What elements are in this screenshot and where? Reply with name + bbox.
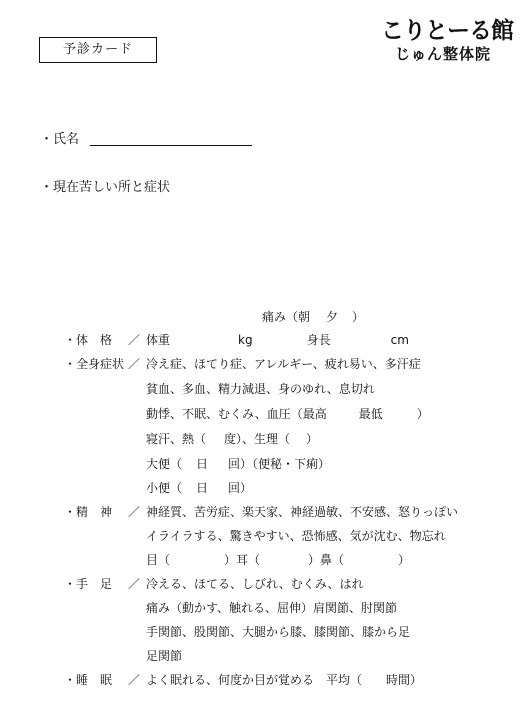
- general-section-label: ・全身症状: [64, 357, 125, 371]
- mental-section-label: ・精 神: [64, 505, 113, 519]
- limbs-line-2: 痛み（動かす、触れる、屈伸）肩関節、肘関節: [146, 601, 398, 615]
- menstruation-label: 度）、生理（: [224, 432, 291, 446]
- sleep-hours: 時間）: [386, 673, 423, 687]
- pain-morning-label: 痛み（朝: [262, 310, 311, 324]
- bp-close: ）: [416, 407, 429, 421]
- general-line-1: 冷え症、ほてり症、アレルギー、疲れ易い、多汗症: [146, 357, 421, 371]
- urine-times: 回）: [228, 481, 253, 495]
- body-section-label: ・体 格: [64, 333, 113, 347]
- height-label: 身長: [306, 333, 331, 347]
- limbs-sep: ／: [128, 577, 141, 591]
- weight-label: 体重: [146, 333, 171, 347]
- symptoms-label: ・現在苦しい所と症状: [40, 180, 171, 195]
- limbs-line-4: 足関節: [146, 649, 183, 663]
- pain-evening-label: 夕: [326, 310, 339, 324]
- mental-sep: ／: [128, 505, 141, 519]
- stool-times: 回）（便秘・下痢）: [228, 457, 331, 471]
- stool-label: 大便（: [146, 457, 183, 471]
- general-sep: ／: [128, 357, 141, 371]
- urine-day: 日: [196, 481, 209, 495]
- ears-label: ）耳（: [224, 553, 261, 567]
- kg-unit: kg: [238, 333, 253, 347]
- sleep-options: よく眠れる、何度か目が覚める 平均（: [146, 673, 363, 687]
- pain-close-paren: ）: [352, 310, 365, 324]
- name-underline[interactable]: [90, 145, 252, 146]
- limbs-line-1: 冷える、ほてる、しびれ、むくみ、はれ: [146, 577, 364, 591]
- brand-logo-text: こりとーる館: [381, 18, 513, 44]
- menstruation-close: ）: [306, 432, 319, 446]
- bp-low-label: 最低: [358, 407, 383, 421]
- general-line-3: [146, 405, 429, 422]
- bp-high-label: 動悸、不眠、むくみ、血圧（最高: [146, 407, 327, 421]
- stool-day: 日: [196, 457, 209, 471]
- sleep-line-1: [146, 671, 422, 688]
- cm-unit: cm: [390, 333, 409, 347]
- general-line-2: 貧血、多血、精力減退、身のゆれ、息切れ: [146, 382, 375, 396]
- limbs-section-label: ・手 足: [64, 577, 113, 591]
- card-title-box: 予診カード: [39, 37, 157, 63]
- mental-line-3: [146, 551, 410, 568]
- mental-line-2: イライラする、驚きやすい、恐怖感、気が沈む、物忘れ: [146, 529, 446, 543]
- body-sep: ／: [128, 333, 141, 347]
- body-weight-row: [146, 331, 409, 348]
- sleep-sep: ／: [128, 673, 141, 687]
- fever-label: 寝汗、熱（: [146, 432, 207, 446]
- name-label: ・氏名: [40, 132, 80, 147]
- limbs-line-3: 手関節、股関節、大腿から膝、膝関節、膝から足: [146, 625, 411, 639]
- sleep-section-label: ・睡 眠: [64, 673, 113, 687]
- clinic-name: じゅん整体院: [395, 45, 492, 63]
- eyes-label: 目（: [146, 553, 171, 567]
- nose-label: ）鼻（: [308, 553, 345, 567]
- general-line-5: [146, 455, 330, 472]
- nose-close: ）: [398, 553, 411, 567]
- general-line-6: [146, 479, 252, 496]
- urine-label: 小便（: [146, 481, 183, 495]
- mental-line-1: 神経質、苦労症、楽天家、神経過敏、不安感、怒りっぽい: [146, 505, 459, 519]
- general-line-4: [146, 430, 318, 447]
- pain-label: [262, 308, 364, 325]
